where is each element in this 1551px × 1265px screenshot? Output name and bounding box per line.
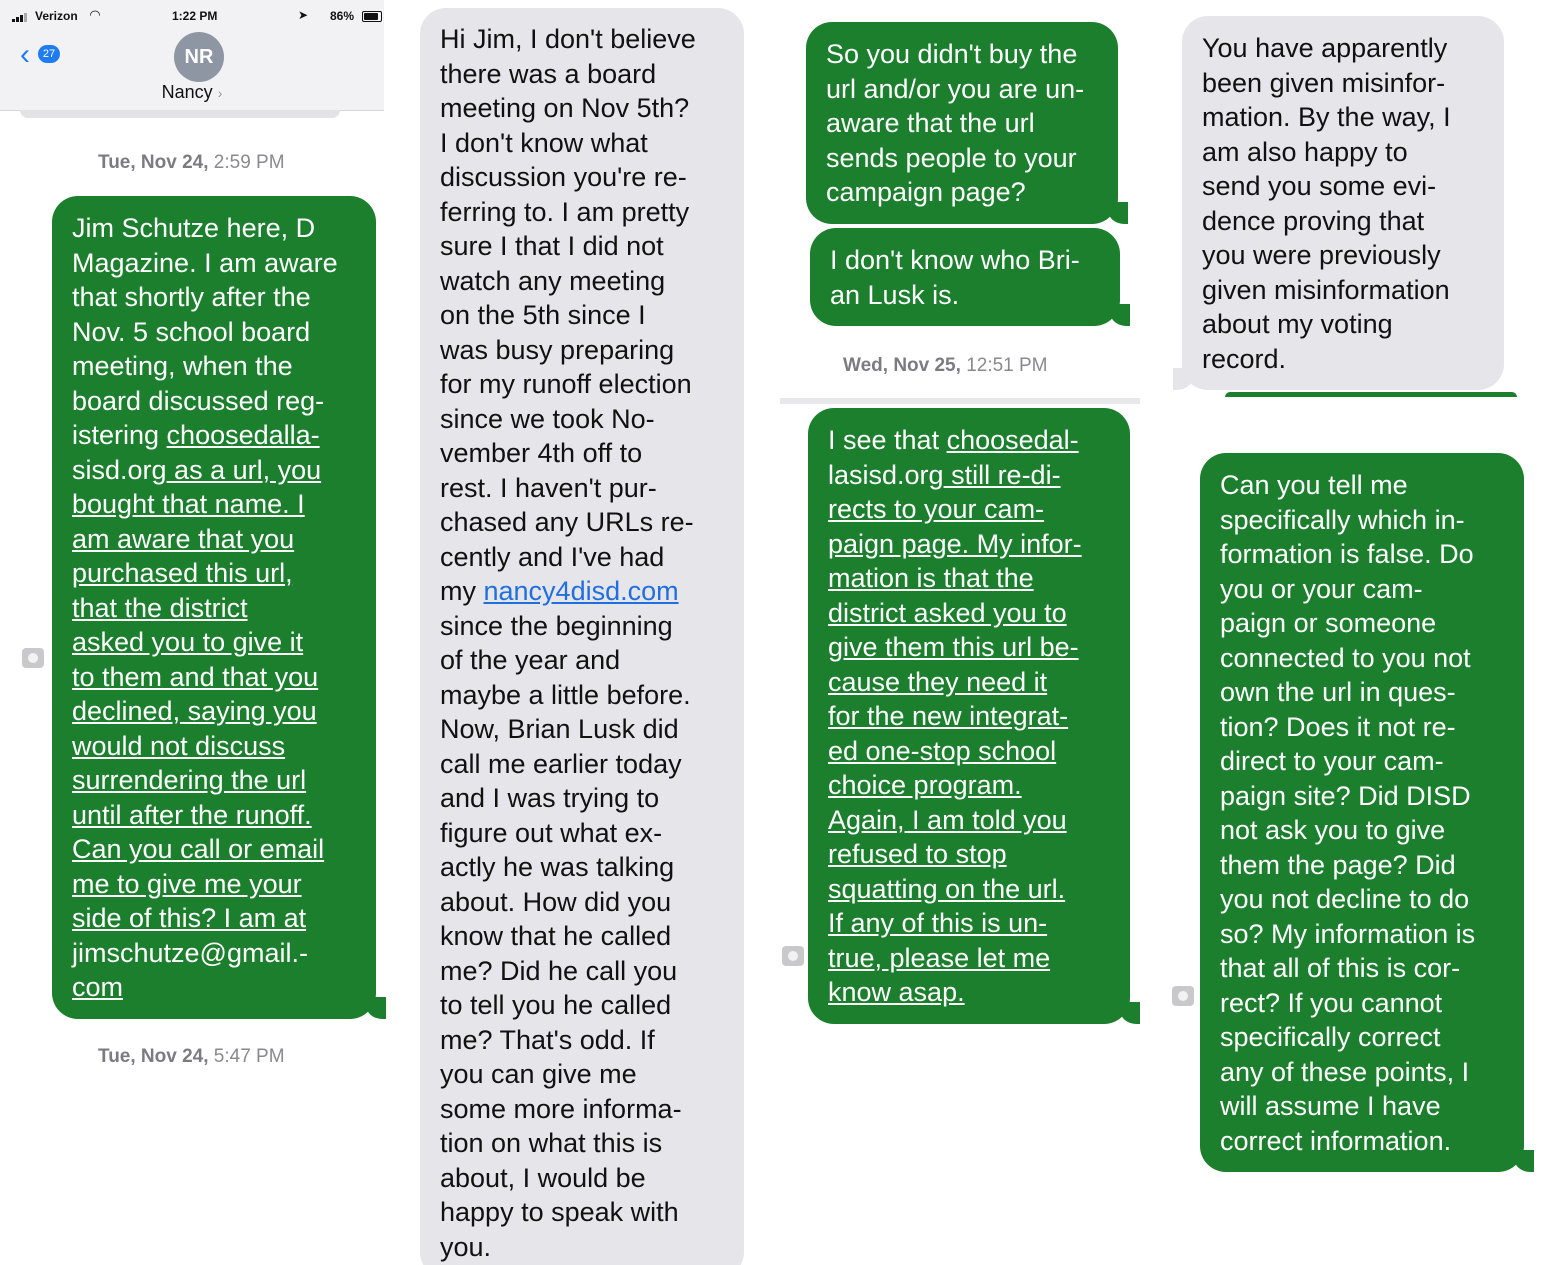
message-line [72, 660, 356, 695]
message-line [72, 832, 356, 867]
message-line [828, 768, 1110, 803]
chevron-right-icon: › [217, 85, 223, 101]
url-link[interactable]: that the district [72, 592, 248, 623]
message-line [72, 694, 356, 729]
message-line [72, 970, 356, 1005]
message-line [72, 867, 356, 902]
message-line: dence proving that [1202, 205, 1425, 236]
url-link[interactable]: bought that name. I [72, 489, 305, 519]
message-line: own the url in ques- [1220, 677, 1456, 707]
message-line: call me earlier today [440, 748, 682, 779]
message-line: sure I that I did not [440, 231, 664, 261]
timestamp-day: Wed, Nov 25, [843, 355, 961, 376]
message-line [72, 556, 356, 591]
message-line: that shortly after the [72, 282, 311, 312]
signal-icon [12, 12, 30, 22]
message-line: specifically correct [1220, 1022, 1441, 1052]
message-line: aware that the url [826, 108, 1035, 138]
screenshot-panel-1 [0, 0, 400, 1265]
message-line: some more informa- [440, 1093, 682, 1124]
url-link[interactable]: purchased this url, [72, 558, 293, 588]
message-bubble-sent[interactable] [806, 22, 1118, 224]
message-line [828, 527, 1110, 562]
message-line [828, 837, 1110, 872]
timestamp-time: 5:47 PM [213, 1046, 285, 1067]
message-line: watch any meeting [440, 265, 666, 296]
message-line: chased any URLs re- [440, 507, 694, 537]
url-link[interactable]: still re-di- [943, 459, 1061, 490]
message-line: to tell you he called [440, 990, 672, 1020]
url-link[interactable]: as a url, you [166, 454, 322, 485]
message-line: you not decline to do [1220, 884, 1470, 914]
message-line [828, 596, 1110, 631]
url-link[interactable]: for the new integrat- [828, 701, 1069, 731]
message-line: actly he was talking [440, 852, 675, 882]
message-line: sisd.org as a url, you [72, 454, 322, 485]
timestamp-time: 12:51 PM [966, 355, 1048, 376]
divider [780, 398, 1140, 404]
avatar[interactable]: NR [174, 32, 224, 82]
message-line: you or your cam- [1220, 573, 1423, 604]
chevron-left-icon: ‹ [20, 38, 30, 71]
message-line: Hi Jim, I don't believe [440, 24, 696, 54]
url-link[interactable]: choosedalla- [166, 420, 320, 450]
message-bubble-sent[interactable] [52, 196, 376, 1019]
message-line: am also happy to [1202, 136, 1408, 167]
url-link[interactable]: paign page. My infor- [828, 528, 1082, 559]
message-line [72, 591, 356, 626]
message-line: You have apparently [1202, 33, 1448, 63]
message-line: direct to your cam- [1220, 746, 1444, 776]
message-line: jimschutze@gmail.- [72, 937, 308, 968]
url-link[interactable]: mation is that the [828, 563, 1034, 593]
message-line: there was a board [440, 58, 657, 89]
url-link[interactable]: me to give me your [72, 868, 302, 899]
message-line: know that he called [440, 921, 672, 951]
message-line: since the beginning [440, 610, 673, 641]
url-link[interactable]: If any of this is un- [828, 908, 1048, 938]
message-bubble-sent[interactable] [810, 228, 1120, 326]
carrier-label: Verizon [35, 9, 78, 23]
message-line: meeting on Nov 5th? [440, 93, 690, 123]
message-line: Jim Schutze here, D [72, 213, 316, 243]
message-line [72, 798, 356, 833]
timestamp [98, 152, 285, 174]
url-link[interactable]: true, please let me [828, 942, 1051, 973]
message-line: ferring to. I am pretty [440, 196, 690, 227]
campaign-link[interactable]: nancy4disd.com [483, 576, 679, 606]
message-line: cently and I've had [440, 541, 665, 572]
message-line [828, 492, 1110, 527]
url-link[interactable]: give them this url be- [828, 632, 1079, 662]
message-line: them the page? Did [1220, 849, 1456, 880]
message-line: will assume I have [1220, 1091, 1441, 1121]
timestamp-day: Tue, Nov 24, [98, 1046, 209, 1067]
url-link[interactable]: cause they need it [828, 666, 1048, 697]
message-line: was busy preparing [440, 334, 675, 365]
message-line [828, 975, 1110, 1010]
message-line [828, 734, 1110, 769]
back-button[interactable] [20, 40, 70, 70]
message-line [828, 561, 1110, 596]
message-line [828, 699, 1110, 734]
message-line: Now, Brian Lusk did [440, 714, 679, 744]
battery-icon [362, 11, 382, 22]
message-line: me? Did he call you [440, 955, 678, 986]
message-line: about my voting [1202, 309, 1393, 339]
camera-icon[interactable] [22, 648, 44, 668]
message-line: tion? Does it not re- [1220, 711, 1456, 742]
message-line: since we took No- [440, 403, 655, 434]
camera-icon[interactable] [782, 946, 804, 966]
message-line: record. [1202, 343, 1287, 374]
message-line: mation. By the way, I [1202, 102, 1451, 132]
message-line: connected to you not [1220, 642, 1471, 673]
timestamp [98, 1046, 285, 1068]
url-link[interactable]: Again, I am told you [828, 804, 1067, 835]
message-line [828, 803, 1110, 838]
bubble-edge [1225, 392, 1517, 397]
message-line [72, 625, 356, 660]
timestamp [843, 355, 1048, 377]
message-line: I don't know what [440, 127, 648, 158]
url-link[interactable]: com [72, 972, 124, 1002]
url-link[interactable]: squatting on the url. [828, 873, 1066, 904]
message-line: Magazine. I am aware [72, 247, 338, 278]
message-line [72, 522, 356, 557]
message-line: on the 5th since I [440, 300, 646, 330]
message-line: figure out what ex- [440, 817, 663, 848]
message-line: istering choosedalla- [72, 420, 320, 450]
message-line: Nov. 5 school board [72, 316, 311, 347]
message-line: vember 4th off to [440, 438, 643, 468]
contact-name[interactable] [0, 82, 384, 103]
timestamp-time: 2:59 PM [213, 152, 285, 173]
message-line: any of these points, I [1220, 1056, 1470, 1087]
message-line [72, 763, 356, 798]
message-line: me? That's odd. If [440, 1024, 655, 1055]
message-line: url and/or you are un- [826, 73, 1085, 104]
url-link[interactable]: until after the runoff. [72, 799, 312, 830]
message-line: that all of this is cor- [1220, 953, 1461, 983]
message-line [828, 941, 1110, 976]
message-bubble-sent[interactable] [1200, 453, 1524, 1172]
wifi-icon: ◠ [90, 7, 100, 22]
message-line: discussion you're re- [440, 162, 687, 192]
message-line: been given misinfor- [1202, 67, 1446, 98]
url-link[interactable]: side of this? I am at [72, 903, 307, 933]
url-link[interactable]: choosedal- [946, 425, 1079, 455]
message-line: so? My information is [1220, 918, 1476, 949]
message-line: send you some evi- [1202, 171, 1437, 201]
message-line: about. How did you [440, 886, 672, 917]
message-line: Can you tell me [1220, 470, 1408, 500]
screenshot-panel-3 [780, 0, 1160, 1265]
message-line: an Lusk is. [830, 279, 960, 310]
message-line: I don't know who Bri- [830, 245, 1080, 275]
location-icon: ➤ [298, 8, 309, 22]
message-line: given misinformation [1202, 274, 1450, 305]
message-line: you can give me [440, 1059, 637, 1089]
message-line: you. [440, 1231, 492, 1262]
contact-name-label: Nancy [161, 82, 213, 102]
message-line [72, 901, 356, 936]
screenshot-panel-2 [405, 0, 775, 1265]
url-link[interactable]: rects to your cam- [828, 494, 1045, 524]
message-line: paign site? Did DISD [1220, 780, 1471, 811]
message-line: rest. I haven't pur- [440, 472, 657, 503]
message-bubble-received[interactable] [1182, 16, 1504, 390]
message-line: tion on what this is [440, 1128, 663, 1158]
message-line: board discussed reg- [72, 385, 325, 416]
message-line: So you didn't buy the [826, 39, 1078, 69]
message-line [828, 665, 1110, 700]
url-link[interactable]: would not discuss [72, 730, 286, 761]
message-line [828, 906, 1110, 941]
url-link[interactable]: surrendering the url [72, 765, 307, 795]
url-link[interactable]: know asap. [828, 977, 965, 1007]
screenshot-panel-4 [1165, 0, 1551, 1265]
message-line: maybe a little before. [440, 679, 691, 710]
url-link[interactable]: Can you call or email [72, 834, 325, 864]
message-line: rect? If you cannot [1220, 987, 1443, 1018]
timestamp-day: Tue, Nov 24, [98, 152, 209, 173]
message-line [72, 487, 356, 522]
message-line [828, 630, 1110, 665]
message-line: not ask you to give [1220, 815, 1446, 845]
message-line: I see that choosedal- [828, 425, 1079, 455]
battery-percent: 86% [330, 9, 355, 23]
message-line [72, 729, 356, 764]
message-line: campaign page? [826, 177, 1026, 207]
message-line: correct information. [1220, 1125, 1452, 1156]
message-line [828, 872, 1110, 907]
message-line: formation is false. Do [1220, 539, 1474, 569]
url-link[interactable]: am aware that you [72, 523, 295, 554]
camera-icon[interactable] [1172, 986, 1194, 1006]
message-bubble-sent[interactable] [808, 408, 1130, 1024]
message-bubble-received[interactable] [420, 8, 744, 1265]
message-line: of the year and [440, 645, 621, 675]
message-line: for my runoff election [440, 369, 692, 399]
unread-count-badge: 27 [38, 45, 60, 63]
url-link[interactable]: district asked you to [828, 597, 1067, 628]
message-line: paign or someone [1220, 608, 1437, 638]
message-line: you were previously [1202, 240, 1441, 270]
message-line: about, I would be [440, 1162, 646, 1193]
message-line: and I was trying to [440, 783, 660, 813]
message-line: my nancy4disd.com [440, 576, 679, 606]
message-line: lasisd.org still re-di- [828, 459, 1061, 490]
url-link[interactable]: ed one-stop school [828, 735, 1057, 766]
message-line: meeting, when the [72, 351, 293, 381]
url-link[interactable]: declined, saying you [72, 696, 317, 726]
url-link[interactable]: choice program. [828, 770, 1022, 800]
clock-label: 1:22 PM [172, 9, 218, 23]
url-link[interactable]: to them and that you [72, 661, 319, 692]
phone-header [0, 0, 384, 111]
url-link[interactable]: refused to stop [828, 839, 1007, 869]
message-line: happy to speak with [440, 1197, 679, 1227]
previous-bubble-edge [20, 110, 340, 118]
url-link[interactable]: asked you to give it [72, 627, 304, 657]
message-line: specifically which in- [1220, 504, 1465, 535]
message-line: sends people to your [826, 142, 1077, 173]
